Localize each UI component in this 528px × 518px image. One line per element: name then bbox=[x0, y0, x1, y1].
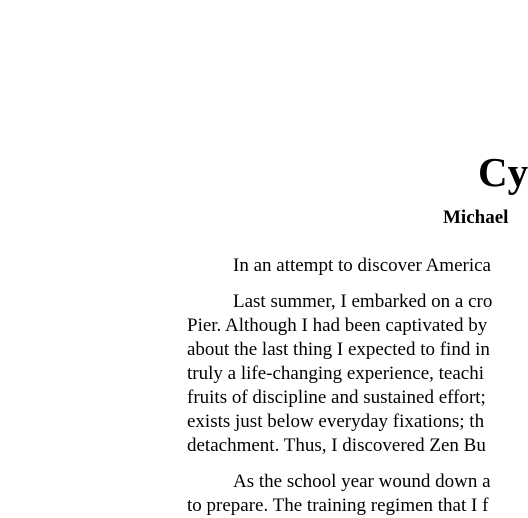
paragraph-2 bbox=[187, 290, 492, 458]
paragraph-line: truly a life-changing experience, teachi bbox=[187, 363, 484, 384]
paragraph-line: Last summer, I embarked on a cro bbox=[233, 291, 493, 312]
paragraph-line: exists just below everyday fixations; th bbox=[187, 411, 485, 432]
paragraph-1 bbox=[187, 254, 491, 278]
paragraph-line: about the last thing I expected to find in bbox=[187, 339, 490, 360]
paragraph-line: detachment. Thus, I discovered Zen Bu bbox=[187, 435, 486, 456]
paragraph-line: Pier. Although I had been captivated by bbox=[187, 315, 488, 336]
paragraph-line: fruits of discipline and sustained effort; bbox=[187, 387, 486, 408]
paragraph-line: to prepare. The training regimen that I f bbox=[187, 495, 489, 516]
paragraph-3 bbox=[187, 470, 491, 518]
author-name: Michael bbox=[443, 207, 509, 228]
paragraph-line: In an attempt to discover America bbox=[233, 255, 491, 276]
document-title: Cy bbox=[478, 149, 528, 195]
paragraph-line: As the school year wound down a bbox=[233, 471, 491, 492]
